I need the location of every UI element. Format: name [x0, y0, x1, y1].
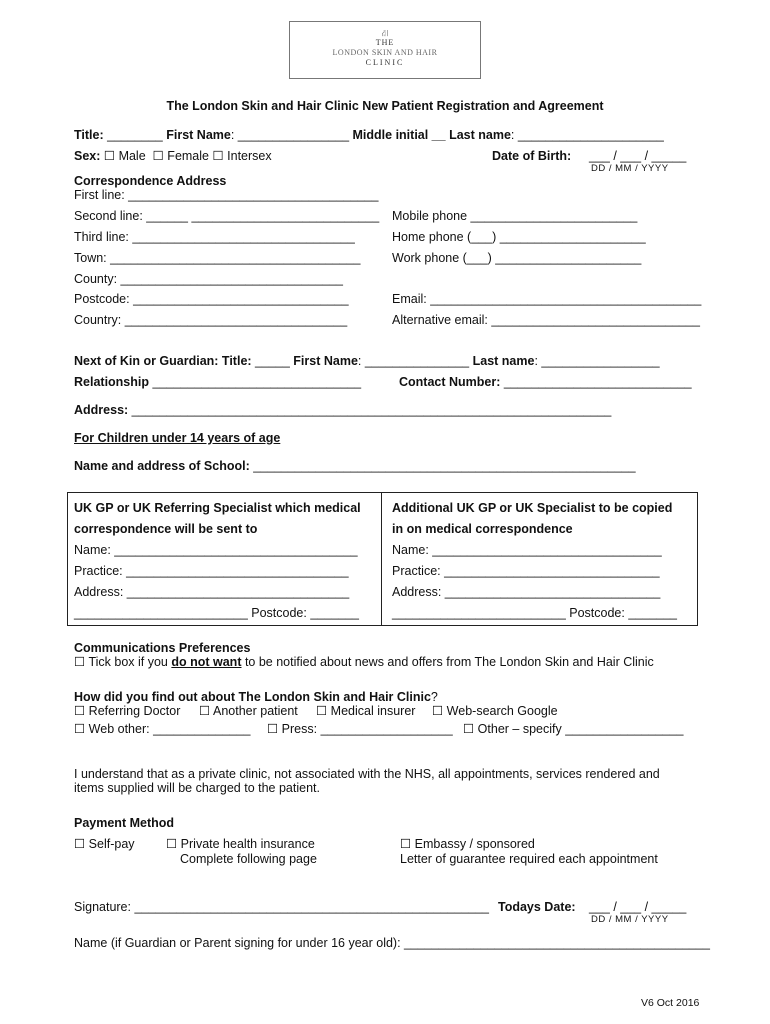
- school-field[interactable]: _______________________________________________________: [253, 459, 636, 473]
- address-first-line-field[interactable]: First line: ____________________________________: [74, 188, 379, 202]
- kin-address-label: Address:: [74, 403, 129, 417]
- gp-left-address-field[interactable]: Address: ________________________________: [74, 585, 350, 599]
- signature-field[interactable]: Signature: ___________________________________________________: [74, 900, 490, 914]
- kin-address-field[interactable]: _____________________________________________________________________: [131, 403, 612, 417]
- payment-insurance-checkbox[interactable]: ☐ Private health insurance: [166, 837, 315, 851]
- title-field[interactable]: ________: [107, 128, 163, 142]
- source-press-checkbox[interactable]: ☐ Press: ___________________: [267, 722, 453, 736]
- gp-left-postcode-field[interactable]: _________________________ Postcode: _______: [74, 606, 359, 620]
- alternative-email-field[interactable]: Alternative email: ______________________________: [392, 313, 700, 327]
- contact-number-field[interactable]: ___________________________: [503, 375, 692, 389]
- kin-name-row: [74, 354, 660, 369]
- kin-address-row: [74, 403, 611, 418]
- patient-name-row: [74, 128, 664, 143]
- kin-title-field[interactable]: _____: [255, 354, 290, 368]
- source-another-patient-checkbox[interactable]: ☐ Another patient: [199, 704, 298, 718]
- last-name-field[interactable]: : _____________________: [510, 128, 664, 142]
- comms-text-emphasis: do not want: [171, 655, 242, 669]
- contact-number-label: Contact Number:: [399, 375, 501, 389]
- address-third-line-field[interactable]: Third line: ________________________________: [74, 230, 355, 244]
- logo-line-1: THE: [375, 38, 395, 47]
- dob-hint: DD / MM / YYYY: [591, 163, 669, 174]
- kin-last-name-label: Last name: [472, 354, 535, 368]
- todays-date-field[interactable]: ___ / ___ / _____: [589, 900, 687, 914]
- gp-right-address-field[interactable]: Address: _______________________________: [392, 585, 661, 599]
- work-phone-field[interactable]: Work phone (___) _____________________: [392, 251, 642, 265]
- title-label: Title:: [74, 128, 104, 142]
- comms-opt-out-checkbox[interactable]: [74, 655, 654, 670]
- town-field[interactable]: Town: ____________________________________: [74, 251, 361, 265]
- relationship-row: [74, 375, 361, 390]
- source-heading: [74, 690, 438, 705]
- source-heading-text: How did you find out about The London Skin and Hair Clinic: [74, 690, 431, 704]
- agreement-line-2: items supplied will be charged to the patient.: [74, 781, 320, 795]
- logo-line-2: LONDON SKIN AND HAIR: [332, 48, 438, 57]
- gp-right-name-field[interactable]: Name: _________________________________: [392, 543, 662, 557]
- kin-title-label: Next of Kin or Guardian: Title:: [74, 354, 252, 368]
- payment-embassy-checkbox[interactable]: ☐ Embassy / sponsored: [400, 837, 535, 851]
- middle-initial-field[interactable]: Middle initial __: [352, 128, 446, 142]
- gp-box-divider: [381, 492, 382, 626]
- payment-insurance-note: Complete following page: [180, 852, 317, 866]
- first-name-label: First Name: [166, 128, 231, 142]
- sex-female-checkbox[interactable]: ☐ Female: [152, 149, 209, 163]
- logo-line-3: CLINIC: [365, 58, 405, 67]
- gp-left-name-field[interactable]: Name: ___________________________________: [74, 543, 358, 557]
- sex-label: Sex:: [74, 149, 101, 163]
- kin-last-name-field[interactable]: : _________________: [534, 354, 660, 368]
- version-label: V6 Oct 2016: [641, 997, 700, 1009]
- form-heading: The London Skin and Hair Clinic New Patient Registration and Agreement: [166, 99, 604, 113]
- gp-left-practice-field[interactable]: Practice: ________________________________: [74, 564, 349, 578]
- source-web-other-checkbox[interactable]: ☐ Web other: ______________: [74, 722, 251, 736]
- dob-label: Date of Birth:: [492, 149, 572, 163]
- relationship-label: Relationship: [74, 375, 150, 389]
- source-other-checkbox[interactable]: ☐ Other – specify _________________: [463, 722, 684, 736]
- todays-date-hint: DD / MM / YYYY: [591, 914, 669, 925]
- comms-text-post: to be notified about news and offers from The London Skin and Hair Clinic: [241, 655, 654, 669]
- gp-right-heading-line1: Additional UK GP or UK Specialist to be copied: [392, 501, 673, 515]
- mobile-phone-field[interactable]: Mobile phone ________________________: [392, 209, 638, 223]
- agreement-line-1: I understand that as a private clinic, not associated with the NHS, all appointments, services rendered and: [74, 767, 660, 781]
- contact-number-row: [399, 375, 692, 390]
- home-phone-field[interactable]: Home phone (___) _____________________: [392, 230, 646, 244]
- source-medical-insurer-checkbox[interactable]: ☐ Medical insurer: [316, 704, 416, 718]
- source-heading-question: ?: [430, 690, 438, 704]
- comms-heading: Communications Preferences: [74, 641, 251, 655]
- school-label: Name and address of School:: [74, 459, 250, 473]
- gp-right-practice-field[interactable]: Practice: _______________________________: [392, 564, 660, 578]
- postcode-field[interactable]: Postcode: _______________________________: [74, 292, 349, 306]
- email-field[interactable]: Email: _______________________________________: [392, 292, 702, 306]
- kin-first-name-field[interactable]: : _______________: [357, 354, 470, 368]
- sex-male-checkbox[interactable]: ☐ Male: [103, 149, 146, 163]
- country-field[interactable]: Country: ________________________________: [74, 313, 348, 327]
- source-referring-doctor-checkbox[interactable]: ☐ Referring Doctor: [74, 704, 181, 718]
- address-second-line-field[interactable]: Second line: ______ ___________________________: [74, 209, 380, 223]
- todays-date-label: Todays Date:: [498, 900, 576, 914]
- children-heading: For Children under 14 years of age: [74, 431, 281, 445]
- last-name-label: Last name: [449, 128, 511, 142]
- sex-intersex-checkbox[interactable]: ☐ Intersex: [212, 149, 272, 163]
- correspondence-heading: Correspondence Address: [74, 174, 227, 188]
- sex-row: [74, 149, 272, 164]
- gp-right-heading-line2: in on medical correspondence: [392, 522, 573, 536]
- dob-field[interactable]: ___ / ___ / _____: [589, 149, 687, 163]
- payment-self-pay-checkbox[interactable]: ☐ Self-pay: [74, 837, 135, 851]
- relationship-field[interactable]: ______________________________: [152, 375, 362, 389]
- gp-left-heading-line1: UK GP or UK Referring Specialist which medical: [74, 501, 361, 515]
- comms-text-pre: ☐ Tick box if you: [74, 655, 172, 669]
- school-row: [74, 459, 636, 474]
- gp-right-postcode-field[interactable]: _________________________ Postcode: _______: [392, 606, 677, 620]
- county-field[interactable]: County: ________________________________: [74, 272, 344, 286]
- gp-left-heading-line2: correspondence will be sent to: [74, 522, 258, 536]
- first-name-field[interactable]: : ________________: [230, 128, 350, 142]
- payment-heading: Payment Method: [74, 816, 175, 830]
- payment-embassy-note: Letter of guarantee required each appointment: [400, 852, 658, 866]
- guardian-name-field[interactable]: Name (if Guardian or Parent signing for under 16 year old): ____________________________________________: [74, 936, 710, 950]
- source-web-search-checkbox[interactable]: ☐ Web-search Google: [432, 704, 558, 718]
- clinic-logo: [289, 21, 481, 79]
- crest-icon: ⛜: [381, 28, 389, 38]
- kin-first-name-label: First Name: [293, 354, 358, 368]
